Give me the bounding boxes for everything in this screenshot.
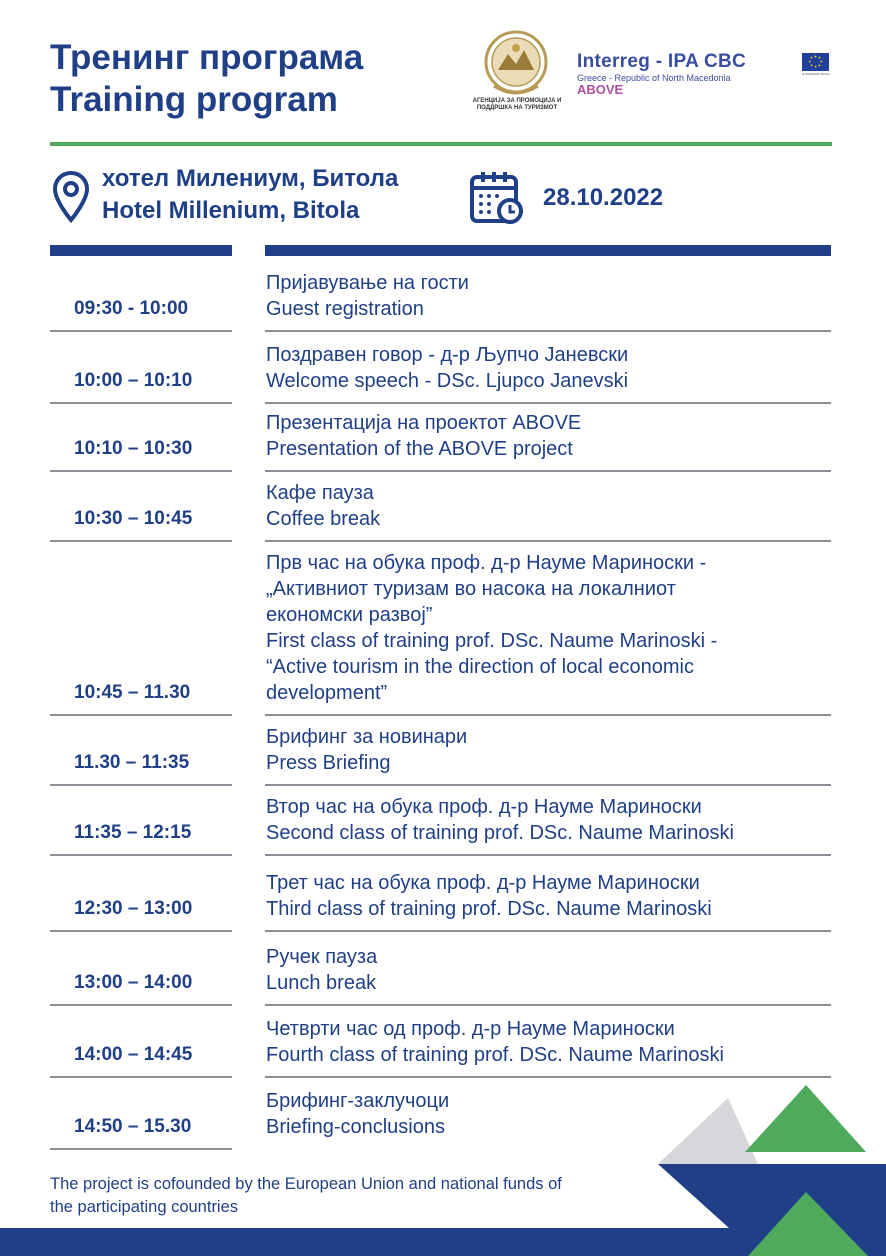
- schedule-activity: Прв час на обука проф. д-р Науме Мариноски - „Активниот туризам во насока на локалниот економски развој” First class of training prof. DSc. Naume Marinoski - “Active tourism in the direction of local economic development”: [265, 542, 831, 716]
- event-date: 28.10.2022: [543, 184, 664, 211]
- interreg-logo-text: Interreg - IPA CBC: [577, 51, 747, 72]
- schedule-time: 10:10 – 10:30: [50, 404, 232, 472]
- schedule-time: 09:30 - 10:00: [50, 256, 232, 332]
- title-macedonian: Тренинг програма: [50, 38, 364, 77]
- schedule-time: 14:50 – 15.30: [50, 1078, 232, 1150]
- schedule-activity: Втор час на обука проф. д-р Науме Мариноски Second class of training prof. DSc. Naume Marinoski: [265, 786, 831, 856]
- schedule-time: 10:30 – 10:45: [50, 472, 232, 542]
- schedule-activity: Четврти час од проф. д-р Науме Мариноски Fourth class of training prof. DSc. Naume Marinoski: [265, 1006, 831, 1078]
- schedule-time: 10:00 – 10:10: [50, 332, 232, 404]
- schedule-time: 11.30 – 11:35: [50, 716, 232, 786]
- interreg-subtitle: Greece - Republic of North Macedonia: [577, 73, 731, 83]
- schedule-time: 10:45 – 11.30: [50, 542, 232, 716]
- schedule-activity: Поздравен говор - д-р Љупчо Јаневски Welcome speech - DSc. Ljupco Janevski: [265, 332, 831, 404]
- schedule-activity: Брифинг-заклучоци Briefing-conclusions: [266, 1090, 450, 1138]
- funding-note: The project is cofounded by the European Union and national funds of the participating countries: [50, 1175, 562, 1216]
- project-name: ABOVE: [577, 82, 624, 97]
- eu-caption: EUROPEAN UNION: [802, 72, 830, 76]
- schedule-activity: Презентација на проектот ABOVE Presentation of the ABOVE project: [265, 404, 831, 472]
- title-english: Training program: [50, 80, 338, 119]
- venue-macedonian: хотел Милениум, Битола: [102, 165, 399, 192]
- schedule-activity: Ручек пауза Lunch break: [265, 932, 831, 1006]
- schedule-activity: Брифинг за новинари Press Briefing: [265, 716, 831, 786]
- schedule-time: 14:00 – 14:45: [50, 1006, 232, 1078]
- schedule-time: 12:30 – 13:00: [50, 856, 232, 932]
- agency-caption: АГЕНЦИЈА ЗА ПРОМОЦИЈА И ПОДДРШКА НА ТУРИЗМОТ: [472, 98, 562, 111]
- schedule-activity: Трет час на обука проф. д-р Науме Мариноски Third class of training prof. DSc. Naume Marinoski: [265, 856, 831, 932]
- schedule-time: 11:35 – 12:15: [50, 786, 232, 856]
- venue-english: Hotel Millenium, Bitola: [102, 197, 360, 224]
- schedule-activity: Пријавување на гости Guest registration: [265, 256, 831, 332]
- schedule-activity: Кафе пауза Coffee break: [265, 472, 831, 542]
- schedule-time: 13:00 – 14:00: [50, 932, 232, 1006]
